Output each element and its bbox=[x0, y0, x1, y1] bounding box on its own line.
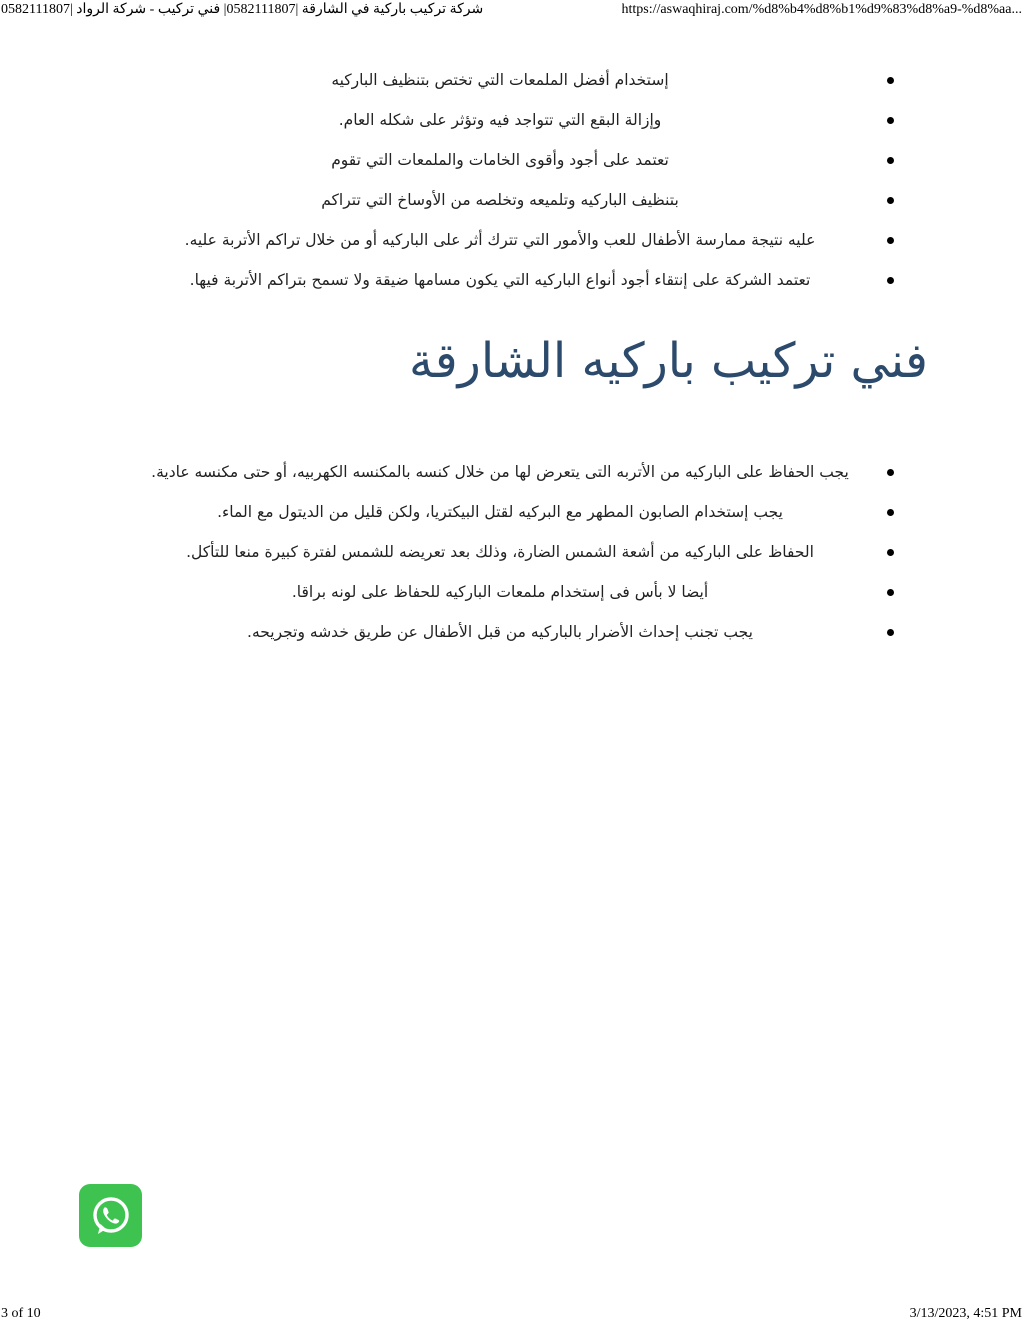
list-item bbox=[100, 452, 900, 492]
bullet-icon bbox=[887, 589, 894, 596]
list-item-text: عليه نتيجة ممارسة الأطفال للعب والأمور التي تترك أثر على الباركيه أو من خلال تراكم الأتربة عليه. bbox=[184, 231, 816, 249]
print-header bbox=[0, 0, 1024, 22]
bullet-icon bbox=[887, 509, 894, 516]
bullet-icon bbox=[887, 629, 894, 636]
list-item-text: إستخدام أفضل الملمعات التي تختص بتنظيف الباركيه bbox=[331, 71, 669, 89]
whatsapp-button[interactable] bbox=[79, 1184, 142, 1247]
list-item-text: الحفاظ على الباركيه من أشعة الشمس الضارة، وذلك بعد تعريضه للشمس لفترة كبيرة منعا للتأكل. bbox=[186, 543, 814, 561]
bullet-icon bbox=[887, 469, 894, 476]
page-number: 3 of 10 bbox=[1, 1306, 41, 1321]
print-header-title: شركة تركيب باركية في الشارقة |0582111807| فني تركيب - شركة الرواد |0582111807 bbox=[1, 2, 484, 17]
list-item bbox=[100, 220, 900, 260]
print-date: 3/13/2023, 4:51 PM bbox=[909, 1306, 1022, 1321]
list-item bbox=[100, 180, 900, 220]
list-item bbox=[100, 60, 900, 100]
list-item bbox=[100, 532, 900, 572]
bullet-icon bbox=[887, 117, 894, 124]
list-item bbox=[100, 492, 900, 532]
print-footer bbox=[0, 1303, 1024, 1325]
bullet-icon bbox=[887, 277, 894, 284]
list-item-text: أيضا لا بأس فى إستخدام ملمعات الباركيه للحفاظ على لونه براقا. bbox=[291, 583, 709, 601]
print-header-url: https://aswaqhiraj.com/%d8%b4%d8%b1%d9%83%d8%a9-%d8%aa... bbox=[621, 2, 1022, 17]
section-heading: فني تركيب باركيه الشارقة bbox=[408, 333, 928, 389]
list-item-text: تعتمد على أجود وأقوى الخامات والملمعات التي تقوم bbox=[331, 151, 669, 169]
list-item bbox=[100, 140, 900, 180]
cleaning-features-list bbox=[100, 60, 900, 300]
bullet-icon bbox=[887, 549, 894, 556]
whatsapp-icon bbox=[87, 1192, 135, 1240]
list-item-text: يجب إستخدام الصابون المطهر مع البركيه لقتل البيكتريا، ولكن قليل من الديتول مع الماء. bbox=[217, 503, 783, 521]
bullet-icon bbox=[887, 197, 894, 204]
maintenance-tips-list bbox=[100, 452, 900, 652]
bullet-icon bbox=[887, 157, 894, 164]
list-item bbox=[100, 572, 900, 612]
list-item-text: يجب تجنب إحداث الأضرار بالباركيه من قبل الأطفال عن طريق خدشه وتجريحه. bbox=[247, 623, 753, 641]
list-item bbox=[100, 612, 900, 652]
list-item-text: تعتمد الشركة على إنتقاء أجود أنواع الباركيه التي يكون مسامها ضيقة ولا تسمح بتراكم الأتربة فيها. bbox=[189, 271, 811, 289]
list-item-text: يجب الحفاظ على الباركيه من الأتربه التى يتعرض لها من خلال كنسه بالمكنسه الكهربيه، أو حتى مكنسه عادية. bbox=[151, 463, 849, 481]
bullet-icon bbox=[887, 77, 894, 84]
list-item-text: وإزالة البقع التي تتواجد فيه وتؤثر على شكله العام. bbox=[338, 111, 662, 129]
list-item bbox=[100, 100, 900, 140]
bullet-icon bbox=[887, 237, 894, 244]
list-item-text: بتنظيف الباركيه وتلميعه وتخلصه من الأوساخ التي تتراكم bbox=[321, 191, 679, 209]
list-item bbox=[100, 260, 900, 300]
